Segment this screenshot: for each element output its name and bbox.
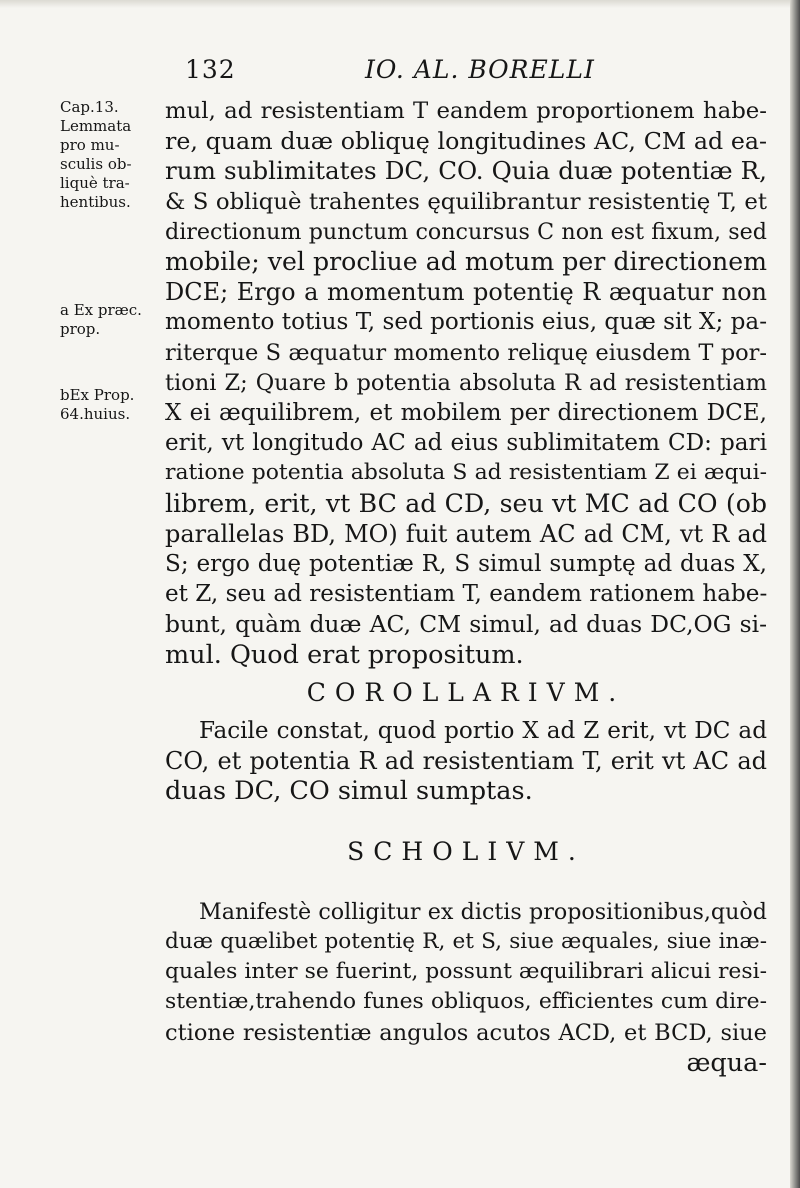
text-line: stentiæ,trahendo funes obliquos, efficientes cum dire- (165, 989, 767, 1015)
text-line: Facile constat, quod portio X ad Z erit, vt DC ad (199, 718, 767, 745)
text-line: riterque S æquatur momento reliquę eiusdem T por- (165, 339, 767, 366)
text-line: bunt, quàm duæ AC, CM simul, ad duas DC,OG si- (165, 610, 767, 639)
text-line: parallelas BD, MO) fuit autem AC ad CM, vt R ad (165, 519, 767, 548)
text-line: & S obliquè trahentes ęquilibrantur resistentię T, et (165, 188, 767, 215)
text-line: rum sublimitates DC, CO. Quia duæ potentiæ R, (165, 156, 767, 186)
text-line: tioni Z; Quare b potentia absoluta R ad resistentiam (165, 369, 767, 396)
text-line: ctione resistentiæ angulos acutos ACD, et BCD, siue (165, 1019, 767, 1046)
text-line: librem, erit, vt BC ad CD, seu vt MC ad CO (ob (165, 488, 767, 518)
text-line: momento totius T, sed portionis eius, quæ sit X; pa- (165, 309, 767, 336)
page-header (185, 55, 615, 91)
text-line: mul, ad resistentiam T eandem proportionem habe- (165, 98, 767, 124)
margin-note-chapter: Cap.13. Lemmata pro mu- sculis ob- liquè tra- hentibus. (60, 98, 132, 211)
text-line: et Z, seu ad resistentiam T, eandem rationem habe- (165, 581, 768, 608)
main-text (165, 96, 767, 1078)
text-line: duas DC, CO simul sumptas. (165, 776, 533, 807)
text-line: DCE; Ergo a momentum potentię R æquatur non (165, 278, 767, 307)
text-line: duæ quælibet potentię R, et S, siue æquales, siue inæ- (165, 929, 767, 955)
catchword: æqua- (686, 1047, 767, 1078)
text-line: quales inter se fuerint, possunt æquilibrari alicui resi- (165, 959, 767, 985)
text-line: Manifestè colligitur ex dictis propositionibus,quòd (199, 898, 767, 925)
text-line: mobile; vel procliue ad motum per directionem (165, 247, 767, 277)
text-line: re, quam duæ obliquę longitudines AC, CM ad ea- (165, 127, 767, 156)
text-line: erit, vt longitudo AC ad eius sublimitatem CD: pari (165, 430, 767, 457)
text-line: S; ergo duę potentiæ R, S simul sumptę ad duas X, (165, 551, 767, 578)
margin-note-b: bEx Prop. 64.huius. (60, 386, 135, 423)
corollary-heading: COROLLARIVM. (306, 677, 626, 707)
running-head: IO. AL. BORELLI (365, 55, 595, 84)
text-line: ratione potentia absoluta S ad resistentiam Z ei æqui- (165, 460, 767, 486)
page-top-shadow (0, 0, 800, 8)
margin-note-a: a Ex præc. prop. (60, 301, 142, 338)
page-number: 132 (185, 55, 236, 84)
text-line: mul. Quod erat propositum. (165, 639, 524, 670)
scholium-heading: SCHOLIVM. (347, 836, 585, 866)
text-line: X ei æquilibrem, et mobilem per directionem DCE, (165, 400, 767, 427)
page-gutter-edge (790, 0, 800, 1188)
text-line: CO, et potentia R ad resistentiam T, erit vt AC ad (165, 747, 767, 776)
text-line: directionum punctum concursus C non est fixum, sed (165, 218, 767, 245)
